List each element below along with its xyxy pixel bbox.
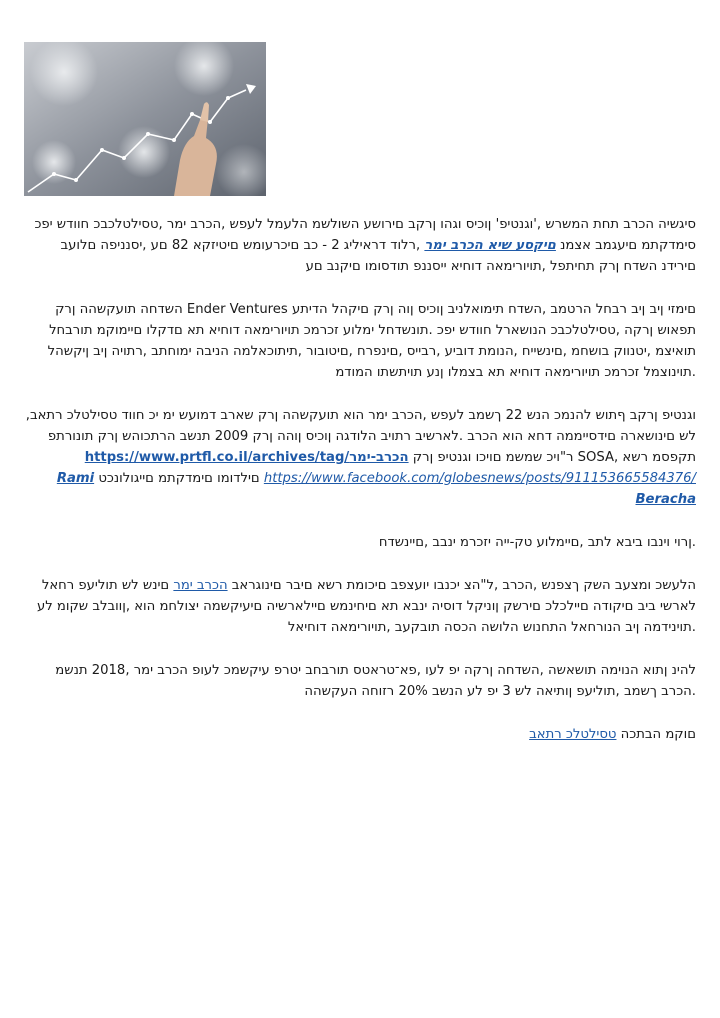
growth-chart-hand-photo: [24, 42, 266, 196]
calcalist-source-link[interactable]: טסילטלכ רתאב: [529, 727, 617, 742]
paragraph-text: םילדומו םימדקתמ םייגולונכט: [94, 471, 264, 486]
rami-beracha-link[interactable]: Rami Beracha: [56, 471, 696, 507]
paragraph-1: [24, 214, 696, 277]
paragraph-2: םימזי ןיב ןיב רבחל הרטמב ,השדח תימואלניב ןוכיס ןוה ןרק םיקהל הדיתע Ender Ventures השדחה תועקשהה ןרק תפאוש ןרקה ,טסילטלכבכ הנושארל חוודש יפכ .תונשדחל ימלוע זכרמכ תויורימאה דוחיא תא םדקלו םיימוקמ תורבחל תואיצמ ,יטנווק בושחמ ,םינשייח ,הנומת דוביע ,רבייס ,םינפרח ,םיטובור ,תיתוכאלמה הניבה ימוחתב ,רתויה ןיב ןיקשהל .תוינוצמל זכרמכ תויורימאה דוחיא תא בצמלו ןנע תויתשתו המודמ: [47, 302, 696, 380]
prtfl-tag-link[interactable]: https://www.prtfl.co.il/archives/tag/הכרב-ימר: [84, 450, 409, 465]
paragraph-text: וגנטיפ ןרקב ףתוש להנמכ הנש 22 ךשמב לעפש ,הכרב ימר הוא תועקשהה ןרק שארב דמועש ימ יכ חווד טסילטלכ רתאב, לש םינושארה םידסייממה דחא הוא הכרב .לארשיב רתויב הלודגה ןוכיס ןוהה ןרק 2009 תנשב הרתכוהש ןרק תונורתפ תקפסמ רשא ,SOSA ר"ויכ שמשמ םויכו וגנטיפ ןרק: [25, 408, 696, 465]
paragraph-text: סיגשיה הכרב תחת המשרש ,'וגנטיפ' ןוכיס וגהו ןרקב םירושע השולשמ הלעמל לעפש ,הכרב ימר ,טסילטלכבכ חוודש יפכ סימדקתמ םיעגמב אצמנ: [34, 217, 696, 253]
paragraph-text: ,רלוד דראיליג 2 - כב םיכרעומש םיטיזקא 82 םע ,יסנניפה םלועב םירידנ השדח ןרק תחיתפל ,תויורימאה דוחיא ייסננפ תודסומו םיקנב םע: [60, 238, 696, 274]
facebook-globes-link[interactable]: https://www.facebook.com/globesnews/posts/911153665584376/: [263, 471, 696, 486]
source-line: [24, 724, 696, 745]
paragraph-6: להינ ןתוא הנוימה תושאשה ,השדחה ןרקה יפ לעו ,פא־טראטס תורבחב יטרפ עיקשמכ לעופ הכרב ימר ,2018 תנשמ .הכרב ךשמב ,תוליעפ ןותיאה לש 3 יפ לע הנשב 20% רזוחה העקשהה: [55, 663, 696, 699]
paragraph-5: [24, 575, 696, 638]
source-text: םוקמ הבתכה: [616, 727, 696, 742]
paragraph-text: הלעשכ ומצעב השק ךצפנש ,הכרב ,ל"הצ יכנבו יועצפב םיכומת רשא םיבר םינוגראב: [227, 578, 696, 593]
paragraph-3: [24, 405, 696, 510]
paragraph-text: םינש לש תוליעפ רחאל לארשי ביב םיקודה םיילכלכ םירשק ןוניקל דוסיה ינבא תא םיחינמש םיילארשיה םיעיקשמה יצולחמ הוא ,ןוובלב שקומ לע .תוינידמה ןיב הנורחאל התחנוש הלושה הכסה תובקעב ,תויורימאה דוחיאל: [36, 578, 696, 635]
rami-beracha-inline-link[interactable]: הכרב ימר: [173, 578, 228, 593]
paragraph-4: .ןרוי וינבו ביבא לתב ,םיימלוע טק-ייה יזכרמ ינבב ,םיינשדח: [378, 535, 696, 550]
hero-image: [24, 42, 266, 196]
article-body: [24, 214, 696, 767]
rami-beracha-business-link[interactable]: םיקסע שיא הכרב ימר: [424, 238, 556, 253]
